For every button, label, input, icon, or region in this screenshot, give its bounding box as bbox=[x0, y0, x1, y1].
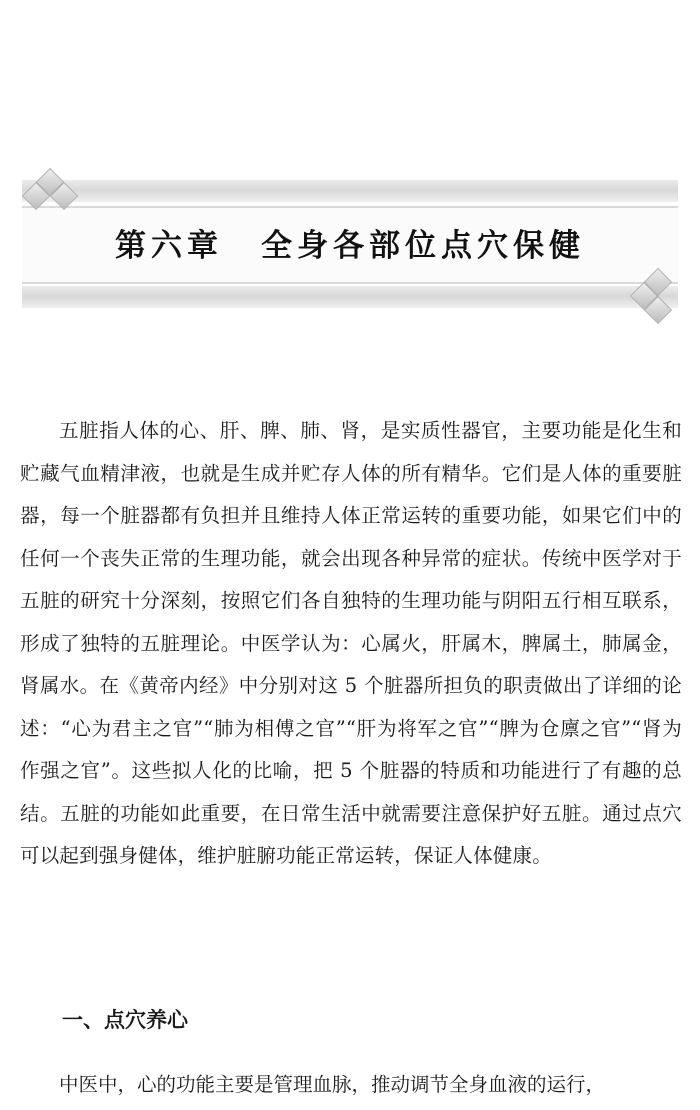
chapter-title bbox=[22, 220, 678, 265]
section-paragraph: 中医中，心的功能主要是管理血脉，推动调节全身血液的运行， bbox=[59, 1073, 606, 1096]
banner-top-band bbox=[22, 180, 678, 202]
banner-bottom-line bbox=[22, 282, 678, 284]
chapter-number: 第六章 bbox=[115, 228, 223, 264]
chapter-banner bbox=[22, 150, 678, 336]
section-heading: 一、点穴养心 bbox=[62, 1008, 188, 1032]
banner-bottom-band bbox=[22, 286, 678, 308]
intro-paragraph: 五脏指人体的心、肝、脾、肺、肾，是实质性器官，主要功能是化生和贮藏气血精津液，也就是生成并贮存人体的所有精华。它们是人体的重要脏器，每一个脏器都有负担并且维持人体正常运转的重要功能，如果它们中的任何一个丧失正常的生理功能，就会出现各种异常的症状。传统中医学对于五脏的研究十分深刻，按照它们各自独特的生理功能与阴阳五行相互联系，形成了独特的五脏理论。中医学认为：心属火，肝属木，脾属土，肺属金，肾属水。在《黄帝内经》中分别对这 5 个脏器所担负的职责做出了详细的论述：“心为君主之官”“肺为相傅之官”“肝为将军之官”“脾为仓廪之官”“肾为作强之官”。这些拟人化的比喻，把 5 个脏器的特质和功能进行了有趣的总结。五脏的功能如此重要，在日常生活中就需要注意保护好五脏。通过点穴可以起到强身健体，维护脏腑功能正常运转，保证人体健康。 bbox=[20, 419, 682, 867]
chapter-name: 全身各部位点穴保健 bbox=[261, 228, 585, 264]
